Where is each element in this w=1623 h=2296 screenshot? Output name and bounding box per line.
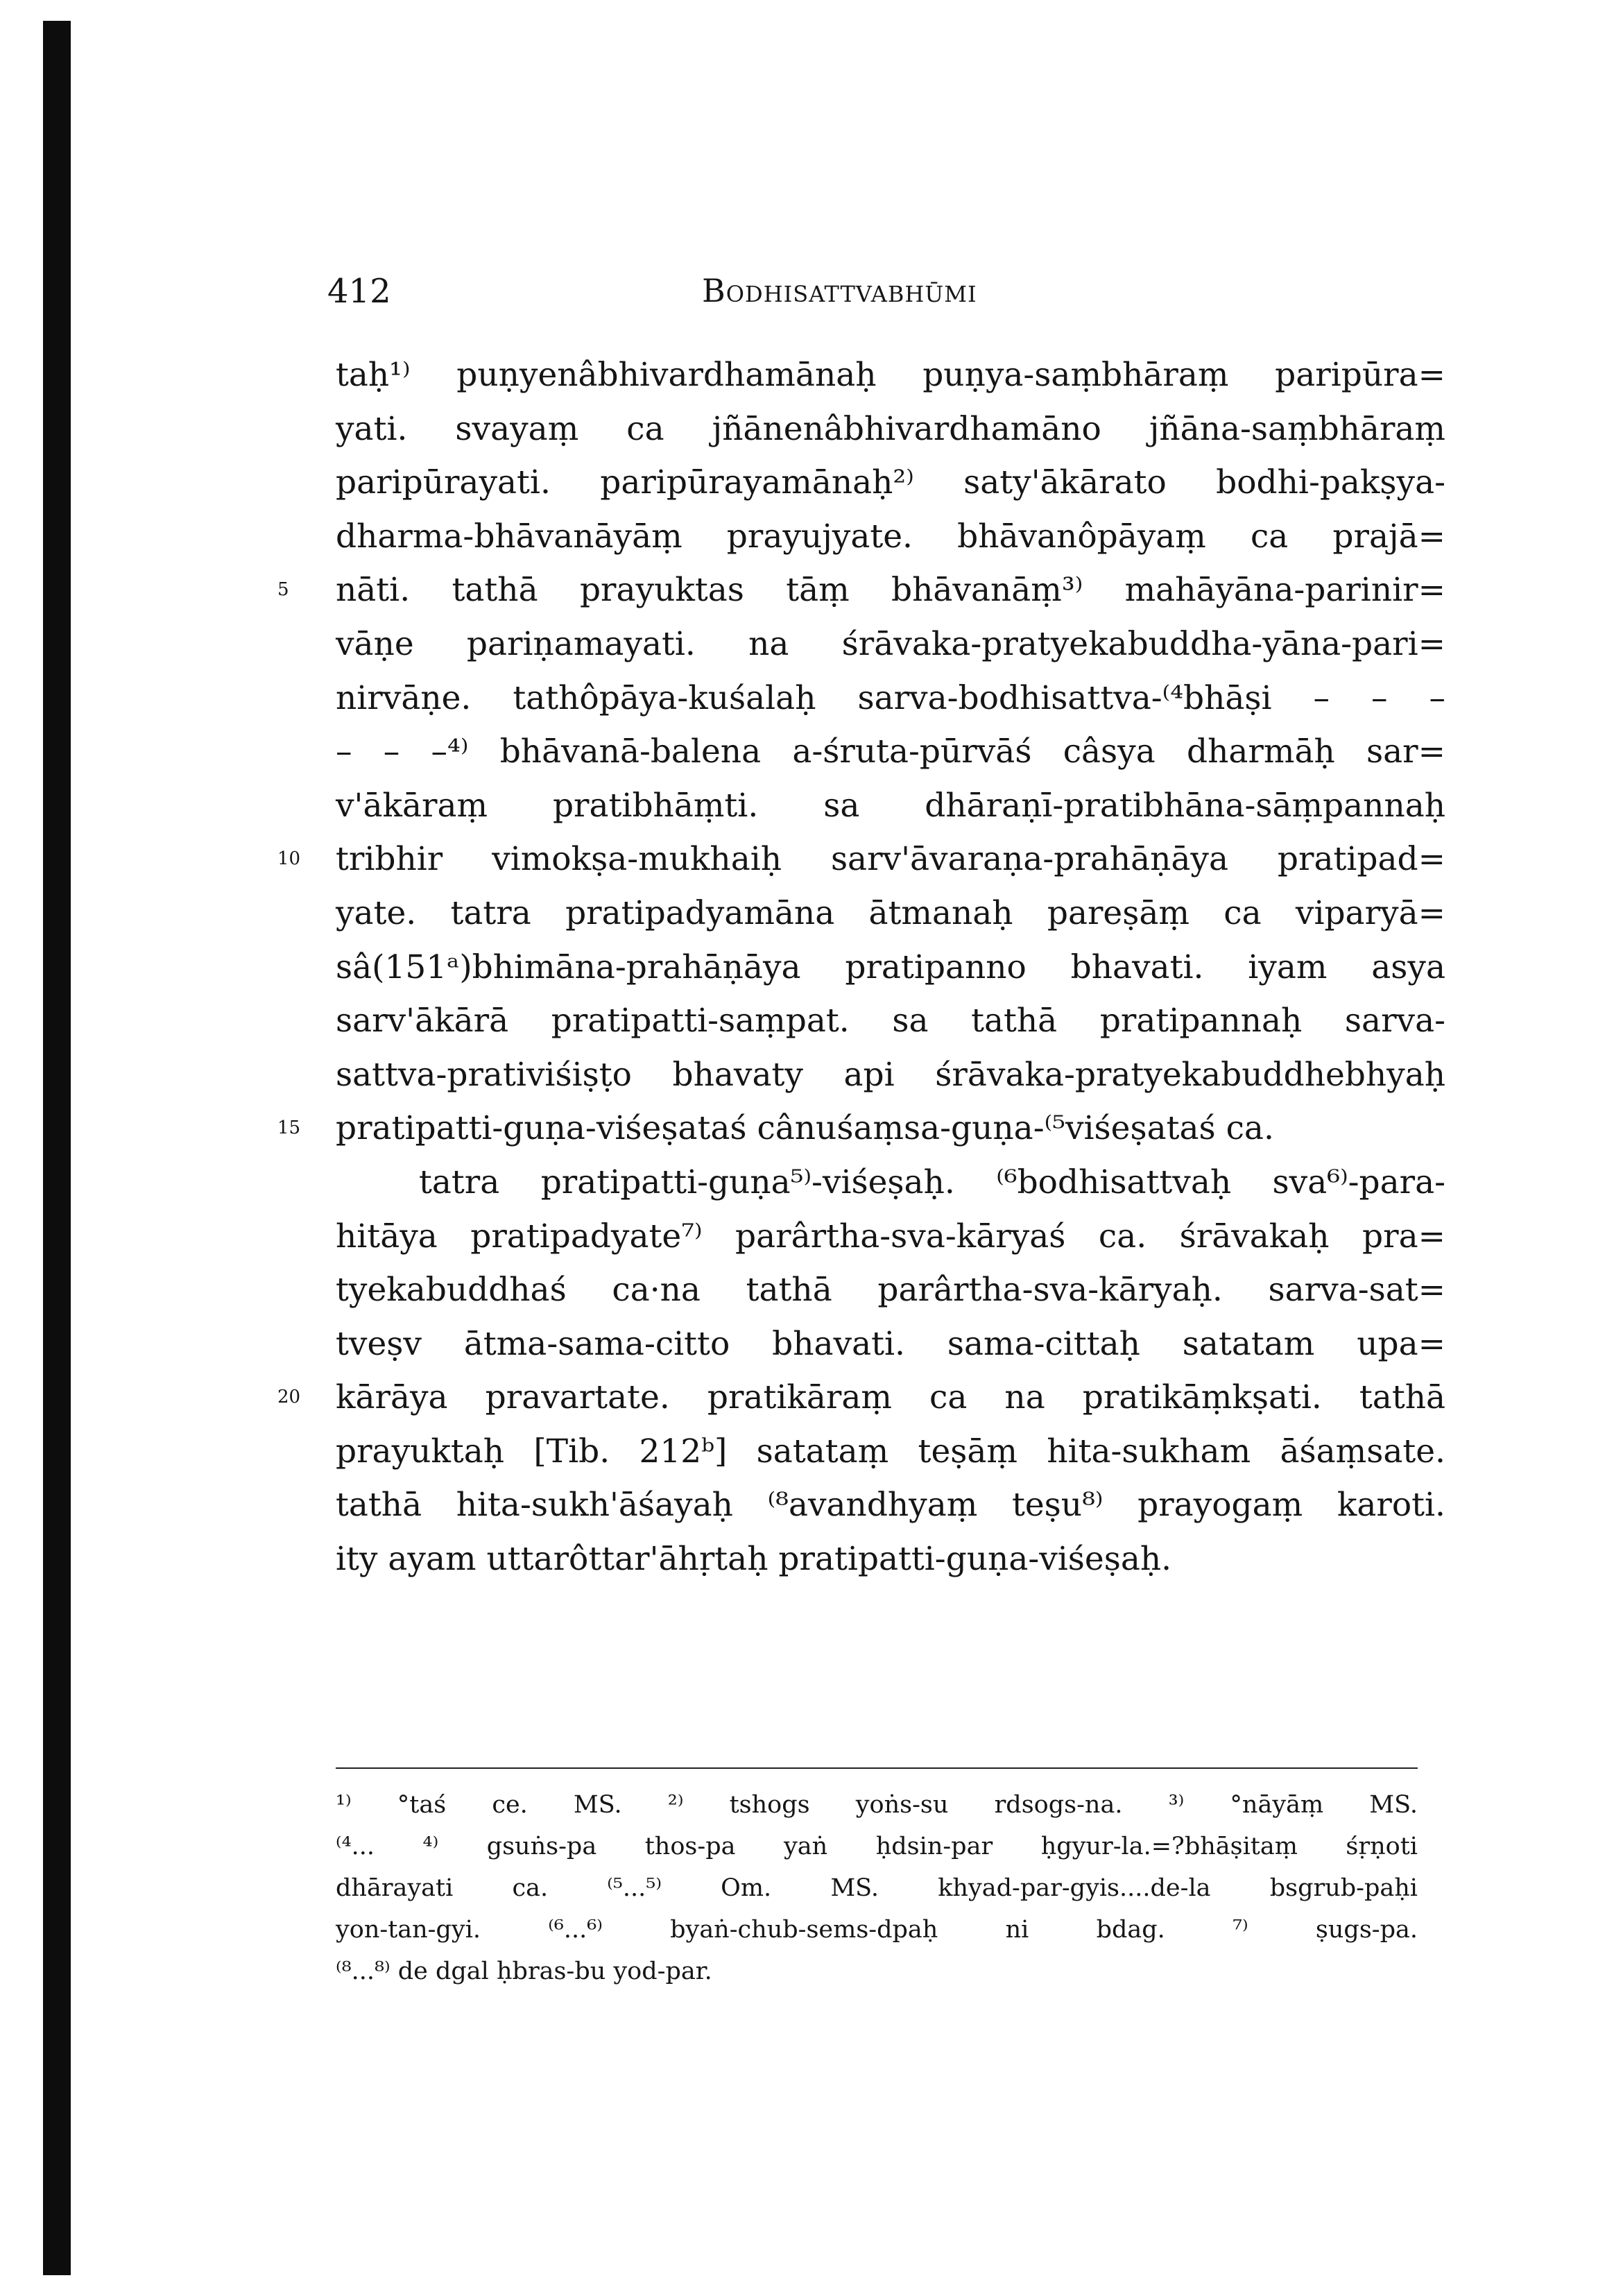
- main-text: [336, 348, 1445, 1586]
- text-line: ity ayam uttarôttar'āhṛtaḥ pratipatti-guṇa-viśeṣaḥ.: [336, 1540, 1172, 1579]
- page-number: 412: [327, 272, 391, 311]
- running-title: Bodhisattvabhūmi: [702, 272, 977, 309]
- footnote-line: ⁽⁸...⁸⁾ de dgal ḥbras-bu yod-par.: [336, 1957, 712, 1985]
- text-line: yati. svayaṃ ca jñānenâbhivardhamāno jñāna-saṃbhāraṃ: [336, 409, 1445, 448]
- page-header: [327, 272, 1437, 320]
- text-line: sarv'ākārā pratipatti-saṃpat. sa tathā pratipannaḥ sarva-: [336, 1002, 1445, 1040]
- text-line: dharma-bhāvanāyāṃ prayujyate. bhāvanôpāyaṃ ca prajā=: [336, 517, 1445, 556]
- text-line: prayuktaḥ [Tib. 212ᵇ] satataṃ teṣāṃ hita-sukham āśaṃsate.: [336, 1432, 1445, 1471]
- text-line: – – –⁴⁾ bhāvanā-balena a-śruta-pūrvāś câsya dharmāḥ sar=: [336, 733, 1445, 771]
- text-line: tribhir vimokṣa-mukhaiḥ sarv'āvaraṇa-prahāṇāya pratipad=: [336, 840, 1445, 879]
- text-line: vāṇe pariṇamayati. na śrāvaka-pratyekabuddha-yāna-pari=: [336, 624, 1445, 663]
- text-line-paragraph-start: tatra pratipatti-guṇa⁵⁾-viśeṣaḥ. ⁽⁶bodhisattvaḥ sva⁶⁾-para-: [419, 1163, 1445, 1201]
- text-line: nāti. tathā prayuktas tāṃ bhāvanāṃ³⁾ mahāyāna-parinir=: [336, 571, 1445, 610]
- text-line: kārāya pravartate. pratikāraṃ ca na pratikāṃkṣati. tathā: [336, 1378, 1445, 1417]
- text-line: yate. tatra pratipadyamāna ātmanaḥ pareṣāṃ ca viparyā=: [336, 893, 1445, 932]
- text-line: tathā hita-sukh'āśayaḥ ⁽⁸avandhyaṃ teṣu⁸⁾ prayogaṃ karoti.: [336, 1486, 1445, 1525]
- text-line: pratipatti-guṇa-viśeṣataś cânuśaṃsa-guṇa-⁽⁵viśeṣataś ca.: [336, 1109, 1274, 1148]
- footnote-line: dhārayati ca. ⁽⁵...⁵⁾ Om. MS. khyad-par-gyis....de-la bsgrub-paḥi: [336, 1874, 1418, 1902]
- text-line: hitāya pratipadyate⁷⁾ parârtha-sva-kāryaś ca. śrāvakaḥ pra=: [336, 1217, 1445, 1256]
- footnotes: [336, 1784, 1418, 1992]
- text-line: tveṣv ātma-sama-citto bhavati. sama-cittaḥ satatam upa=: [336, 1324, 1445, 1363]
- text-line: taḥ¹⁾ puṇyenâbhivardhamānaḥ puṇya-saṃbhāraṃ paripūra=: [336, 356, 1445, 394]
- text-line: paripūrayati. paripūrayamānaḥ²⁾ saty'ākārato bodhi-pakṣya-: [336, 463, 1445, 502]
- text-line: sattva-prativiśiṣṭo bhavaty api śrāvaka-pratyekabuddhebhyaḥ: [336, 1055, 1445, 1094]
- line-number: 5: [277, 579, 289, 601]
- text-line: tyekabuddhaś ca·na tathā parârtha-sva-kāryaḥ. sarva-sat=: [336, 1271, 1445, 1310]
- footnote-line: yon-tan-gyi. ⁽⁶...⁶⁾ byaṅ-chub-sems-dpaḥ ni bdag. ⁷⁾ ṣugs-pa.: [336, 1916, 1418, 1944]
- footnote-divider: [336, 1767, 1418, 1769]
- line-number: 20: [277, 1387, 301, 1408]
- text-line: sâ(151ᵃ)bhimāna-prahāṇāya pratipanno bhavati. iyam asya: [336, 948, 1445, 986]
- book-spine-shadow: [43, 21, 71, 2275]
- line-number: 10: [277, 848, 301, 870]
- footnote-line: ⁽⁴... ⁴⁾ gsuṅs-pa thos-pa yaṅ ḥdsin-par ḥgyur-la.=?bhāṣitaṃ śṛṇoti: [336, 1833, 1418, 1860]
- line-number: 15: [277, 1117, 301, 1139]
- footnote-line: ¹⁾ °taś ce. MS. ²⁾ tshogs yoṅs-su rdsogs-na. ³⁾ °nāyāṃ MS.: [336, 1791, 1418, 1819]
- text-line: v'ākāraṃ pratibhāṃti. sa dhāraṇī-pratibhāna-sāṃpannaḥ: [336, 786, 1445, 825]
- text-line: nirvāṇe. tathôpāya-kuśalaḥ sarva-bodhisattva-⁽⁴bhāṣi – – –: [336, 678, 1445, 717]
